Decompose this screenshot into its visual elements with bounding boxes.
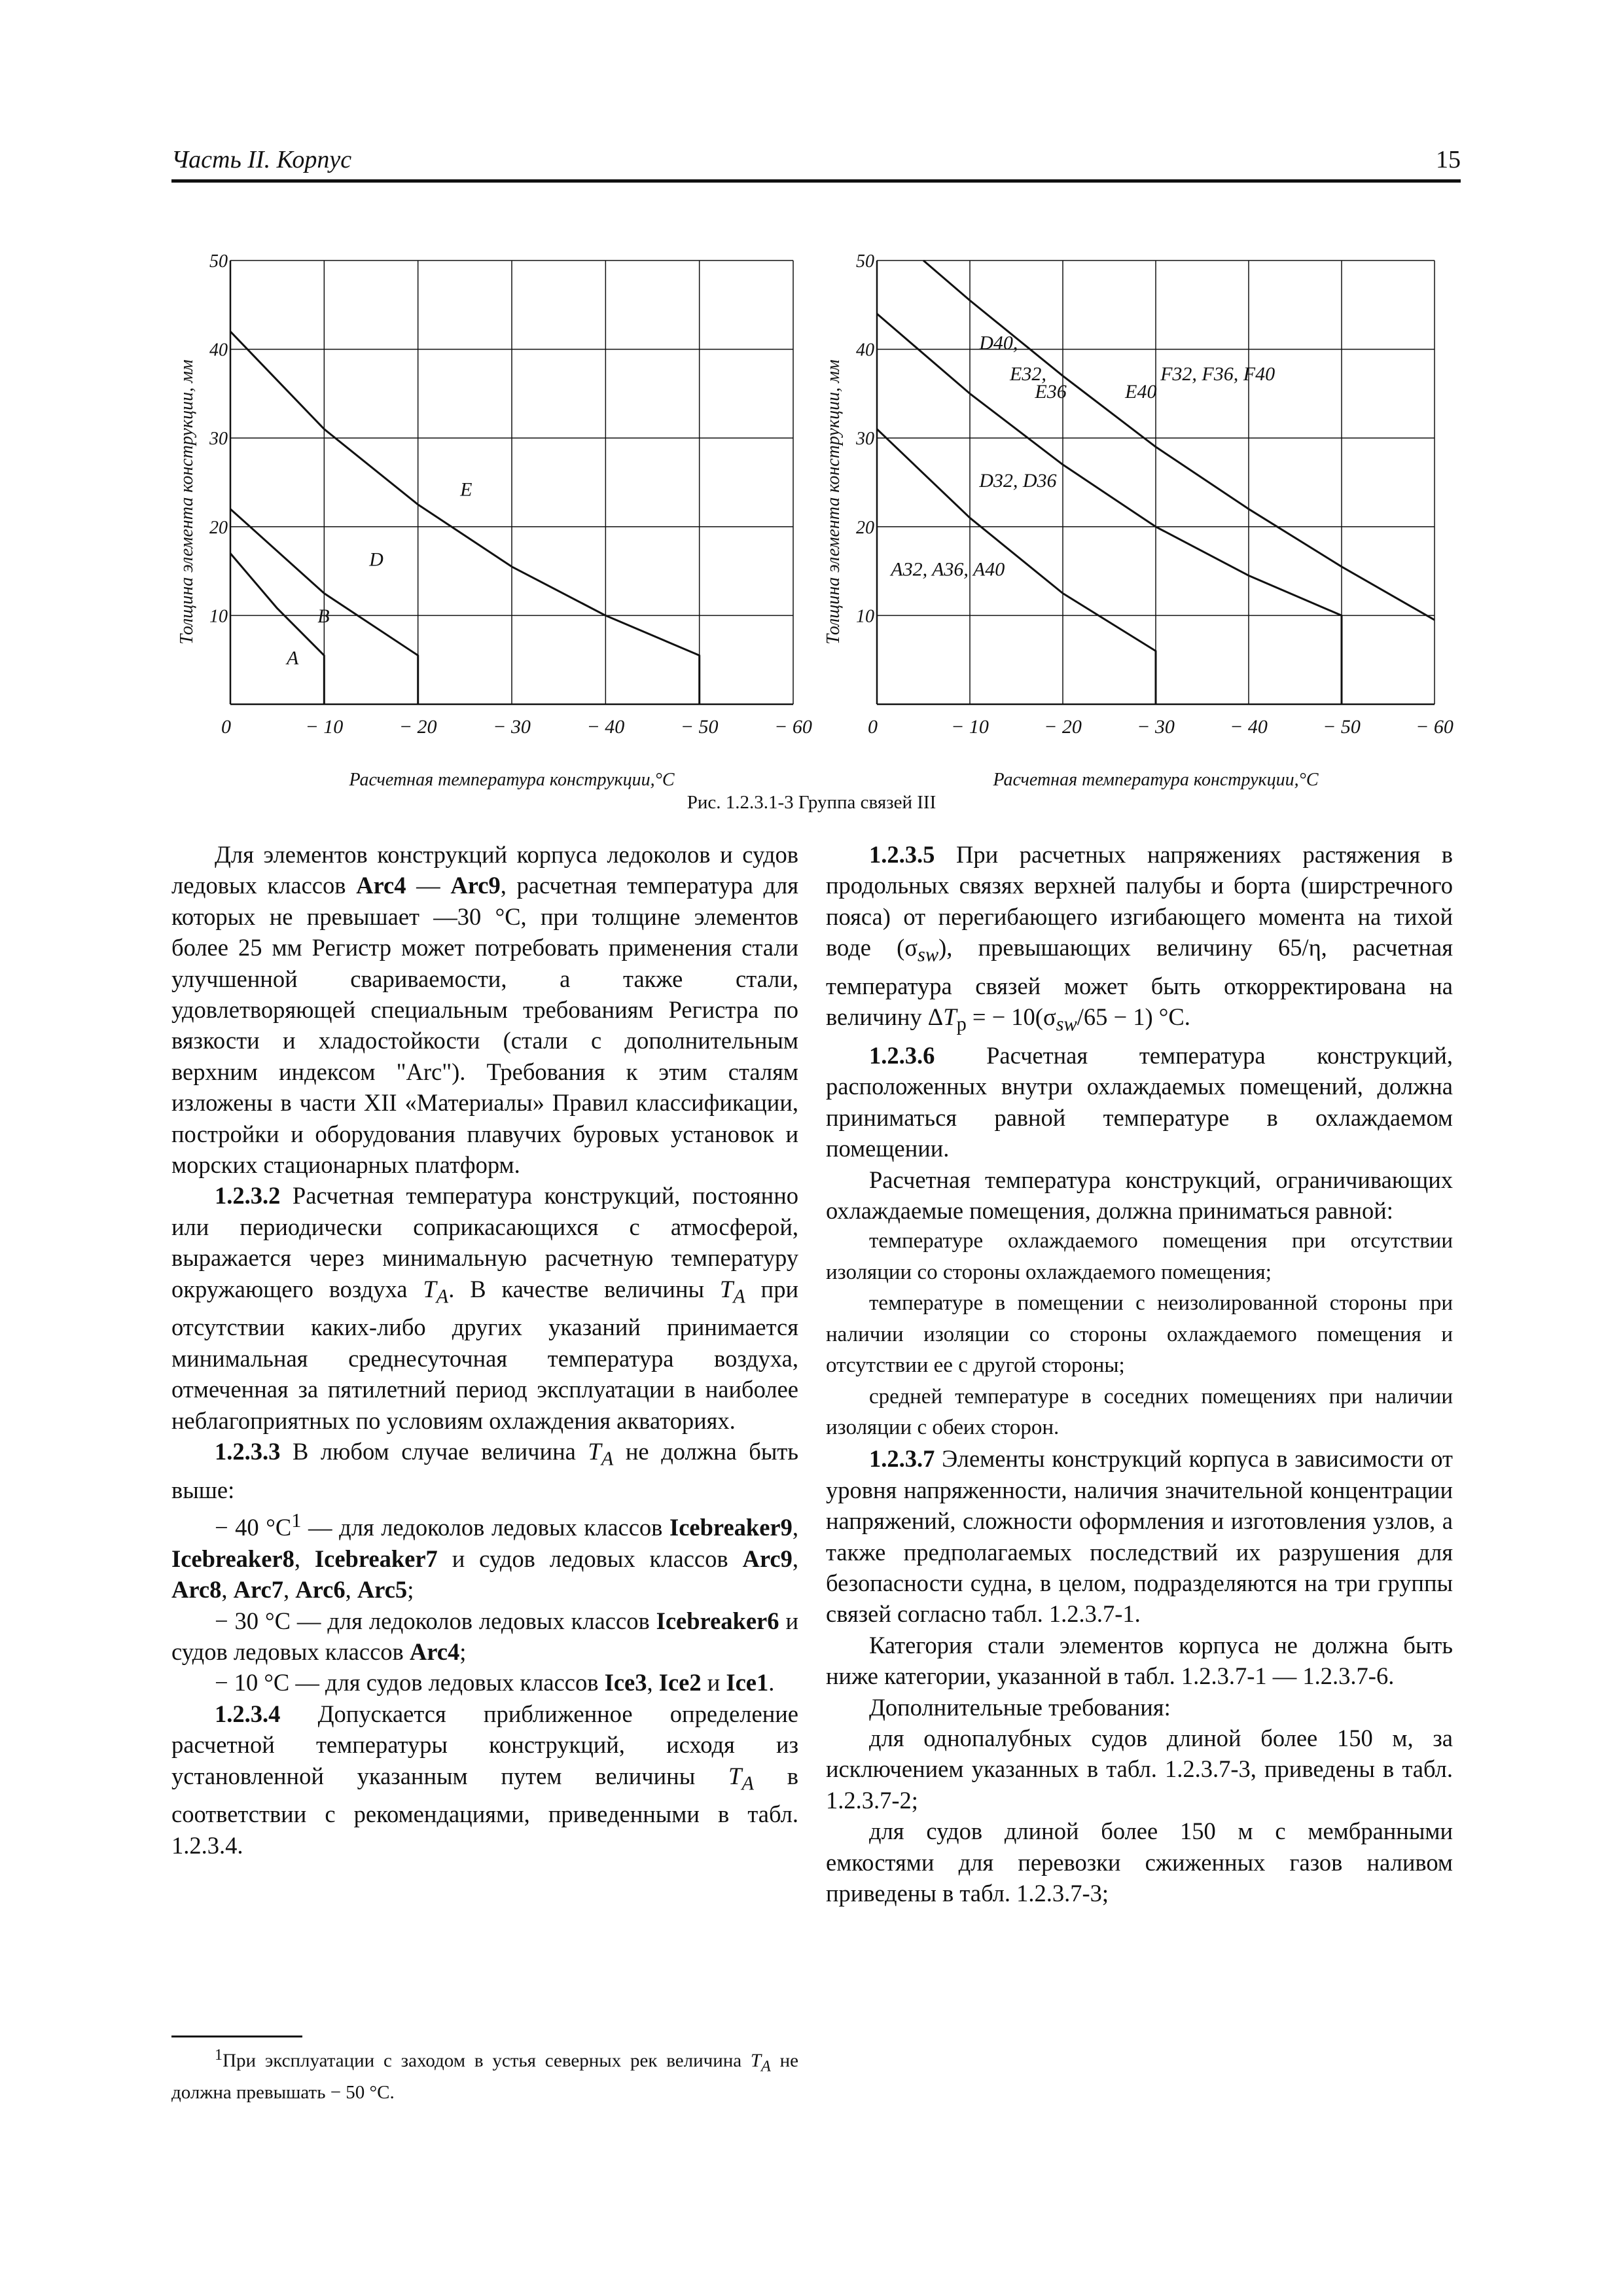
left-column <box>171 839 798 1861</box>
y-tick-label: 30 <box>209 429 228 450</box>
y-tick-label: 50 <box>209 251 228 272</box>
paragraph: 1.2.3.4 Допускается приближенное определение расчетной температуры конструкций, исходя из установленной указанным путем величины $T_A$ в соответствии с рекомендациями, приведенными в табл. 1.2.3.4. <box>171 1700 798 1859</box>
paragraph: Расчетная температура конструкций, ограничивающих охлаждаемые помещения, должна приниматься равной: <box>826 1166 1453 1225</box>
y-tick-label: 10 <box>856 606 874 627</box>
series-line <box>230 554 324 705</box>
x-tick-label: − 20 <box>399 716 437 738</box>
x-tick-label: − 30 <box>1137 716 1175 738</box>
chart-right <box>805 242 1466 798</box>
figure-caption: Рис. 1.2.3.1-3 Группа связей III <box>687 792 936 813</box>
x-tick-label: − 20 <box>1044 716 1082 738</box>
paragraph: 1.2.3.6 Расчетная температура конструкций, расположенных внутри охлаждаемых помещений, должна приниматься равной температуре в охлаждаемом помещении. <box>826 1042 1453 1162</box>
x-tick-label: − 10 <box>305 716 344 738</box>
paragraph: 1.2.3.3 В любом случае величина $T_A$ не должна быть выше: <box>171 1438 798 1503</box>
chart-left-grid <box>230 260 793 704</box>
series-line <box>230 332 700 705</box>
x-tick-label: − 10 <box>951 716 989 738</box>
footnote-rule <box>171 2036 302 2037</box>
paragraph: Категория стали элементов корпуса не должна быть ниже категории, указанной в табл. 1.2.3.7-1 — 1.2.3.7-6. <box>826 1631 1453 1690</box>
paragraph: Дополнительные требования: <box>869 1693 1171 1721</box>
curve-label: D40, <box>979 332 1018 354</box>
section-number: 1.2.3.4 <box>215 1700 281 1727</box>
y-tick-label: 20 <box>856 517 874 538</box>
x-tick-label: − 40 <box>1230 716 1268 738</box>
paragraph: 1.2.3.7 Элементы конструкций корпуса в зависимости от уровня напряженности, наличия значительной концентрации напряжений, сложности оформления и изготовления узлов, а также предполагаемых последствий их разрушения для безопасности судна, в целом, подразделяются на три группы связей согласно табл. 1.2.3.7-1. <box>826 1445 1453 1628</box>
paragraph: − 30 °С — для ледоколов ледовых классов Icebreaker6 и судов ледовых классов Arc4; <box>171 1607 798 1665</box>
right-column <box>826 839 1453 1909</box>
section-number: 1.2.3.7 <box>869 1445 935 1473</box>
chart-left-x-ticks <box>221 716 812 738</box>
chart-left <box>157 242 818 798</box>
curve-label: A32, A36, A40 <box>891 558 1005 581</box>
chart-left-curve-labels <box>285 478 472 669</box>
section-number: 1.2.3.6 <box>869 1042 935 1069</box>
paragraph: 1.2.3.2 Расчетная температура конструкций, постоянно или периодически соприкасающихся с атмосферой, выражается через минимальную расчетную температуру окружающего воздуха $T_A$. В качестве величины $T_A$ при отсутствии каких-либо других указаний принимается минимальная среднесуточная температура воздуха, отмеченная за пятилетний период эксплуатации в наиболее неблагоприятных по условиям охлаждения акваториях. <box>171 1182 798 1434</box>
chart-left-y-axis-label: Толщина элемента конструкции, мм <box>177 359 197 645</box>
header-rule <box>171 179 1461 183</box>
section-number: 1.2.3.5 <box>869 841 935 868</box>
x-tick-label: − 60 <box>1416 716 1454 738</box>
y-tick-label: 50 <box>856 251 874 272</box>
y-tick-label: 10 <box>209 606 228 627</box>
chart-left-series <box>230 332 700 705</box>
paragraph: для судов длиной более 150 м с мембранными емкостями для перевозки сжиженных газов наливом приведены в табл. 1.2.3.7-3; <box>826 1818 1453 1907</box>
x-tick-label: 0 <box>221 716 231 738</box>
paragraph: средней температуре в соседних помещениях при наличии изоляции с обеих сторон. <box>826 1384 1453 1439</box>
chart-right-y-ticks <box>855 251 874 626</box>
x-tick-label: − 60 <box>774 716 812 738</box>
paragraph: 1.2.3.5 При расчетных напряжениях растяжения в продольных связях верхней палубы и борта (ширстречного пояса) от перегибающего изгибающего момента на тихой воде $(\sigma_{sw})$, превышающих величину 65/η, расчетная температура связей может быть откорректирована на величину $\Delta T_р$ = − $10(\sigma_{sw}/65 - 1)$ °С. <box>826 841 1453 1035</box>
chart-left-x-axis-label: Расчетная температура конструкции,°С <box>349 770 675 790</box>
paragraph: для однопалубных судов длиной более 150 м, за исключением указанных в табл. 1.2.3.7-3, приведены в табл. 1.2.3.7-2; <box>826 1724 1453 1814</box>
section-number: 1.2.3.2 <box>215 1182 281 1210</box>
footnote: $^1$При эксплуатации с заходом в устья северных рек величина $T_A$ не должна превышать − 50 °С. <box>171 2046 798 2104</box>
curve-label: D <box>369 548 383 571</box>
paragraph: − 40 $^\circ С^1$ — для ледоколов ледовых классов Icebreaker9, Icebreaker8, Icebreaker7 и судов ледовых классов Arc9, Arc8, Arc7, Arc6, Arc5; <box>171 1509 798 1604</box>
curve-label: F32, F36, F40 <box>1160 363 1275 386</box>
chart-right-x-ticks <box>868 716 1454 738</box>
curve-label: B <box>317 605 330 628</box>
curve-label: A <box>287 647 299 669</box>
chart-right-y-axis-label: Толщина элемента конструкции, мм <box>823 359 844 645</box>
y-tick-label: 40 <box>209 340 228 361</box>
x-tick-label: 0 <box>868 716 878 738</box>
y-tick-label: 20 <box>209 517 228 538</box>
x-tick-label: − 40 <box>586 716 625 738</box>
curve-label: E36 <box>1035 381 1067 403</box>
section-number: 1.2.3.3 <box>215 1438 281 1465</box>
curve-label: E40 <box>1125 381 1157 403</box>
paragraph: температуре охлаждаемого помещения при отсутствии изоляции со стороны охлаждаемого помещения; <box>826 1229 1453 1284</box>
paragraph: Для элементов конструкций корпуса ледоколов и судов ледовых классов Arc4 — Arc9, расчетная температура для которых не превышает —30 °С, при толщине элементов более 25 мм Регистр может потребовать применения стали улучшенной свариваемости, а также стали, удовлетворяющей специальным требованиям Регистра по вязкости и хладостойкости (стали с дополнительным верхним индексом "Arc"). Требования к этим сталям изложены в части XII «Материалы» Правил классификации, постройки и оборудования плавучих буровых установок и морских стационарных платформ. <box>171 841 799 1179</box>
y-tick-label: 40 <box>856 340 874 361</box>
page-header <box>171 145 1461 178</box>
page-number: 15 <box>1436 146 1461 173</box>
chart-left-y-ticks <box>209 251 228 626</box>
chart-right-curve-labels <box>889 332 1275 581</box>
paragraph: температуре в помещении с неизолированной стороны при наличии изоляции со стороны охлаждаемого помещения и отсутствии ее с другой стороны; <box>826 1291 1453 1378</box>
x-tick-label: − 30 <box>493 716 531 738</box>
chart-right-x-axis-label: Расчетная температура конструкции,°С <box>993 770 1319 790</box>
x-tick-label: − 50 <box>1323 716 1361 738</box>
y-tick-label: 30 <box>856 429 874 450</box>
curve-label: D32, D36 <box>979 469 1057 492</box>
chart-right-grid <box>877 260 1435 704</box>
running-title: Часть II. Корпус <box>171 146 352 173</box>
paragraph: − 10 °С — для судов ледовых классов Ice3, Ice2 и Ice1. <box>215 1669 775 1696</box>
curve-label: E32, <box>1010 363 1046 386</box>
x-tick-label: − 50 <box>680 716 719 738</box>
curve-label: E <box>460 478 473 501</box>
